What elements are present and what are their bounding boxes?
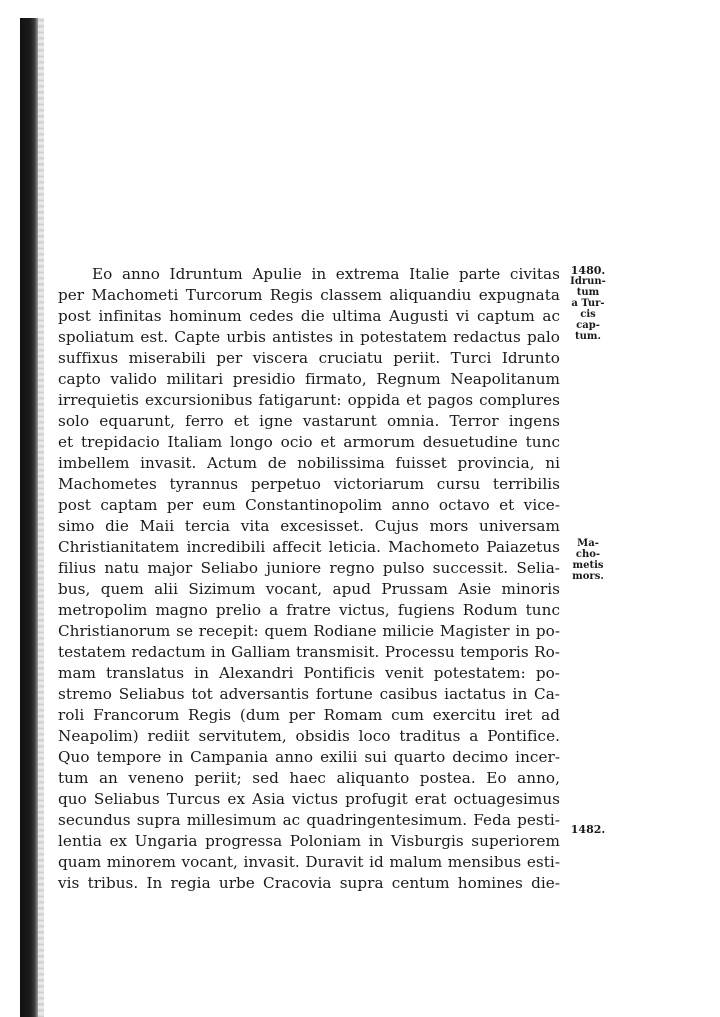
text-line: tum an veneno periit; sed haec aliquanto postea. Eo anno,	[58, 769, 560, 787]
text-line: post captam per eum Constantinopolim anno octavo et vice-	[58, 496, 560, 514]
text-line: spoliatum est. Capte urbis antistes in potestatem redactus palo	[58, 328, 560, 346]
text-line: Machometes tyrannus perpetuo victoriarum cursu terribilis	[58, 475, 560, 493]
text-line: quo Seliabus Turcus ex Asia victus profugit erat octuagesimus	[58, 790, 560, 808]
main-text-block	[58, 264, 560, 894]
margin-note-line: tum	[576, 287, 600, 298]
text-line: lentia ex Ungaria progressa Poloniam in Visburgis superiorem	[58, 832, 560, 850]
margin-note-line: mors.	[572, 571, 604, 582]
margin-note-line: metis	[572, 560, 604, 571]
text-line: stremo Seliabus tot adversantis fortune casibus iactatus in Ca-	[58, 685, 560, 703]
text-line: bus, quem alii Sizimum vocant, apud Prussam Asie minoris	[58, 580, 560, 598]
text-line: Christianorum se recepit: quem Rodiane milicie Magister in po-	[58, 622, 560, 640]
text-line: suffixus miserabili per viscera cruciatu periit. Turci Idrunto	[58, 349, 560, 367]
text-line: secundus supra millesimum ac quadringentesimum. Feda pesti-	[58, 811, 560, 829]
margin-note-year: 1482.	[570, 823, 606, 836]
text-line: imbellem invasit. Actum de nobilissima fuisset provincia, ni	[58, 454, 560, 472]
text-line: metropolim magno prelio a fratre victus, fugiens Rodum tunc	[58, 601, 560, 619]
margin-note-line: Ma-	[577, 538, 599, 549]
text-line: Christianitatem incredibili affecit leticia. Machometo Paiazetus	[58, 538, 560, 556]
binding-edge	[20, 18, 38, 1017]
text-line: testatem redactum in Galliam transmisit. Processu temporis Ro-	[58, 643, 560, 661]
margin-note-idruntum	[564, 265, 612, 342]
text-line: Neapolim) rediit servitutem, obsidis loco traditus a Pontifice.	[58, 727, 560, 745]
text-line: per Machometi Turcorum Regis classem aliquandiu expugnata	[58, 286, 560, 304]
text-line: capto valido militari presidio firmato, Regnum Neapolitanum	[58, 370, 560, 388]
margin-note-line: cis	[580, 309, 596, 320]
margin-note-line: a Tur-	[571, 298, 605, 309]
margin-note-1482	[564, 824, 612, 835]
margin-note-line: cho-	[575, 549, 601, 560]
text-line: Quo tempore in Campania anno exilii sui quarto decimo incer-	[58, 748, 560, 766]
text-line: post infinitas hominum cedes die ultima Augusti vi captum ac	[58, 307, 560, 325]
margin-note-machometis-mors	[564, 538, 612, 582]
margin-note-year: 1480.	[570, 264, 606, 277]
text-line: solo equarunt, ferro et igne vastarunt omnia. Terror ingens	[58, 412, 560, 430]
text-line: mam translatus in Alexandri Pontificis venit potestatem: po-	[58, 664, 560, 682]
text-line: irrequietis excursionibus fatigarunt: oppida et pagos complures	[58, 391, 560, 409]
text-line: filius natu major Seliabo juniore regno pulso successit. Selia-	[58, 559, 560, 577]
text-line: vis tribus. In regia urbe Cracovia supra centum homines die-	[58, 874, 560, 892]
text-line: Eo anno Idruntum Apulie in extrema Italie parte civitas	[92, 265, 560, 283]
text-line: simo die Maii tercia vita excesisset. Cujus mors universam	[58, 517, 560, 535]
text-line: et trepidacio Italiam longo ocio et armorum desuetudine tunc	[58, 433, 560, 451]
margin-note-line: Idrun-	[570, 276, 606, 287]
text-line: roli Francorum Regis (dum per Romam cum exercitu iret ad	[58, 706, 560, 724]
text-line: quam minorem vocant, invasit. Duravit id malum mensibus esti-	[58, 853, 560, 871]
margin-note-line: tum.	[575, 331, 601, 342]
margin-note-line: cap-	[576, 320, 600, 331]
